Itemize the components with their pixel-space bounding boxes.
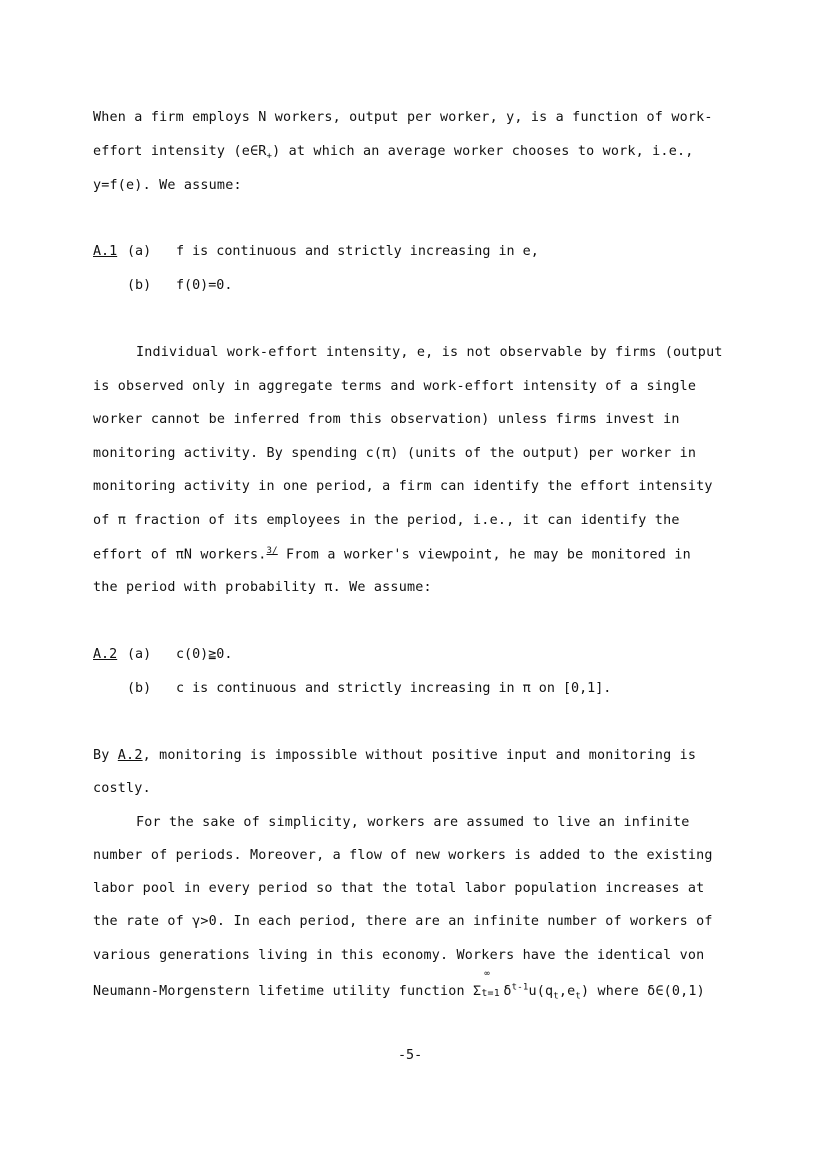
subscript: t	[575, 991, 582, 1002]
paragraph2-line4: monitoring activity. By spending c(π) (units of the output) per worker in	[93, 446, 697, 461]
assumption1-b-text: f(0)=0.	[176, 278, 233, 293]
text-span: Neumann-Morgenstern lifetime utility function Σ	[93, 984, 482, 999]
paragraph1-line2	[93, 144, 693, 162]
assumption2-label	[93, 647, 117, 662]
paragraph4-line2: number of periods. Moreover, a flow of new workers is added to the existing	[93, 848, 713, 863]
text-span: u(q	[528, 984, 554, 999]
page-number: -5-	[398, 1048, 423, 1063]
paragraph3-line1	[93, 748, 696, 763]
assumption1-a-text: f is continuous and strictly increasing in e,	[176, 244, 539, 259]
paragraph4-line4: the rate of γ>0. In each period, there are an infinite number of workers of	[93, 914, 713, 929]
assumption1-label	[93, 244, 117, 259]
paragraph2-line7	[93, 546, 691, 562]
assumption1-label-text: A.1	[93, 244, 118, 259]
text-span: ) at which an average worker chooses to work, i.e.,	[272, 144, 694, 159]
assumption1-a-tag: (a)	[127, 244, 152, 259]
assumption-reference: A.2	[117, 748, 143, 763]
text-span: effort intensity (e∈R	[93, 144, 267, 159]
text-span: From a worker's viewpoint, he may be monitored in	[277, 547, 691, 563]
paragraph2-line5: monitoring activity in one period, a firm can identify the effort intensity	[93, 479, 713, 494]
assumption2-a-tag: (a)	[127, 647, 152, 662]
paragraph2-line2: is observed only in aggregate terms and work-effort intensity of a single	[93, 379, 697, 394]
text-span: ) where δ∈(0,1)	[581, 984, 705, 999]
text-span: effort of πN workers.	[93, 547, 267, 563]
paragraph2-line8: the period with probability π. We assume:	[93, 580, 432, 595]
paragraph2-line6: of π fraction of its employees in the period, i.e., it can identify the	[93, 513, 680, 528]
assumption2-label-text: A.2	[93, 647, 118, 662]
assumption2-b-tag: (b)	[127, 681, 152, 696]
paragraph1-line3: y=f(e). We assume:	[93, 178, 242, 193]
sum-lower-limit: t=1	[481, 988, 500, 999]
paragraph4-line1: For the sake of simplicity, workers are assumed to live an infinite	[136, 815, 690, 830]
paragraph1-line1: When a firm employs N workers, output per worker, y, is a function of work-	[93, 110, 713, 125]
assumption2-a-text: c(0)≧0.	[176, 647, 233, 662]
paragraph2-line3: worker cannot be inferred from this observation) unless firms invest in	[93, 412, 680, 427]
assumption1-b-tag: (b)	[127, 278, 152, 293]
footnote-ref: 3/	[266, 546, 278, 556]
paragraph3-line2: costly.	[93, 781, 151, 796]
paragraph4-line5: various generations living in this economy. Workers have the identical von	[93, 948, 705, 963]
text-span: ,e	[558, 984, 576, 999]
superscript: t-1	[511, 982, 529, 993]
text-span: δ	[503, 984, 512, 999]
paragraph4-line6	[93, 969, 705, 1002]
text-span: By	[93, 748, 118, 763]
sum-upper-limit: ∞	[484, 969, 490, 979]
assumption2-b-text: c is continuous and strictly increasing in π on [0,1].	[176, 681, 612, 696]
text-span: , monitoring is impossible without positive input and monitoring is	[142, 748, 697, 763]
subscript: t	[553, 991, 559, 1002]
subscript: +	[266, 151, 273, 162]
paragraph2-line1: Individual work-effort intensity, e, is not observable by firms (output	[136, 345, 723, 360]
paragraph4-line3: labor pool in every period so that the total labor population increases at	[93, 881, 705, 896]
sum-limits	[481, 969, 503, 999]
